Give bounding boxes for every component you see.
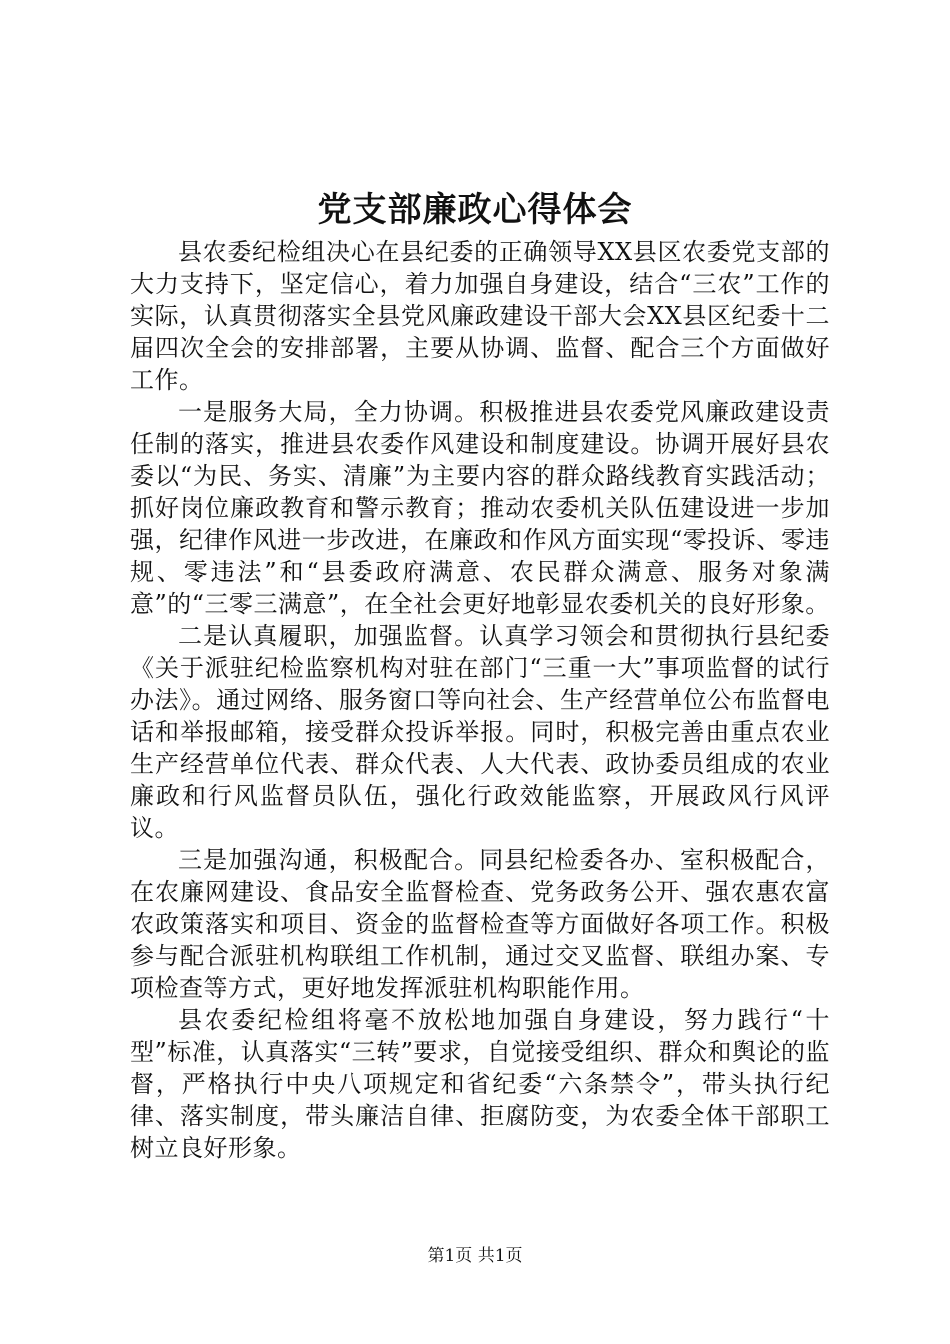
paragraph-cooperation: 三是加强沟通，积极配合。同县纪检委各办、室积极配合，在农廉网建设、食品安全监督检查、党务政务公开、强农惠农富农政策落实和项目、资金的监督检查等方面做好各项工作。积极参与配合派驻机构联组工作机制，通过交叉监督、联组办案、专项检查等方式，更好地发挥派驻机构职能作用。	[130, 846, 830, 1002]
document-title: 党支部廉政心得体会	[317, 190, 633, 230]
paragraph-coordination: 一是服务大局，全力协调。积极推进县农委党风廉政建设责任制的落实，推进县农委作风建设和制度建设。协调开展好县农委以“为民、务实、清廉”为主要内容的群众路线教育实践活动；抓好岗位廉政教育和警示教育；推动农委机关队伍建设进一步加强，纪律作风进一步改进，在廉政和作风方面实现“零投诉、零违规、零违法”和“县委政府满意、农民群众满意、服务对象满意”的“三零三满意”，在全社会更好地彰显农委机关的良好形象。	[130, 398, 830, 618]
paragraph-supervision: 二是认真履职，加强监督。认真学习领会和贯彻执行县纪委《关于派驻纪检监察机构对驻在部门“三重一大”事项监督的试行办法》。通过网络、服务窗口等向社会、生产经营单位公布监督电话和举报邮箱，接受群众投诉举报。同时，积极完善由重点农业生产经营单位代表、群众代表、人大代表、政协委员组成的农业廉政和行风监督员队伍，强化行政效能监察，开展政风行风评议。	[130, 622, 830, 842]
paragraph-intro: 县农委纪检组决心在县纪委的正确领导XX县区农委党支部的大力支持下，坚定信心，着力加强自身建设，结合“三农”工作的实际，认真贯彻落实全县党风廉政建设干部大会XX县区纪委十二届四次全会的安排部署，主要从协调、监督、配合三个方面做好工作。	[130, 238, 830, 394]
document-body	[130, 236, 830, 1164]
paragraph-conclusion: 县农委纪检组将毫不放松地加强自身建设，努力践行“十型”标准，认真落实“三转”要求，自觉接受组织、群众和舆论的监督，严格执行中央八项规定和省纪委“六条禁令”，带头执行纪律、落实制度，带头廉洁自律、拒腐防变，为农委全体干部职工树立良好形象。	[130, 1006, 830, 1162]
page-number-footer: 第1页 共1页	[427, 1246, 523, 1266]
